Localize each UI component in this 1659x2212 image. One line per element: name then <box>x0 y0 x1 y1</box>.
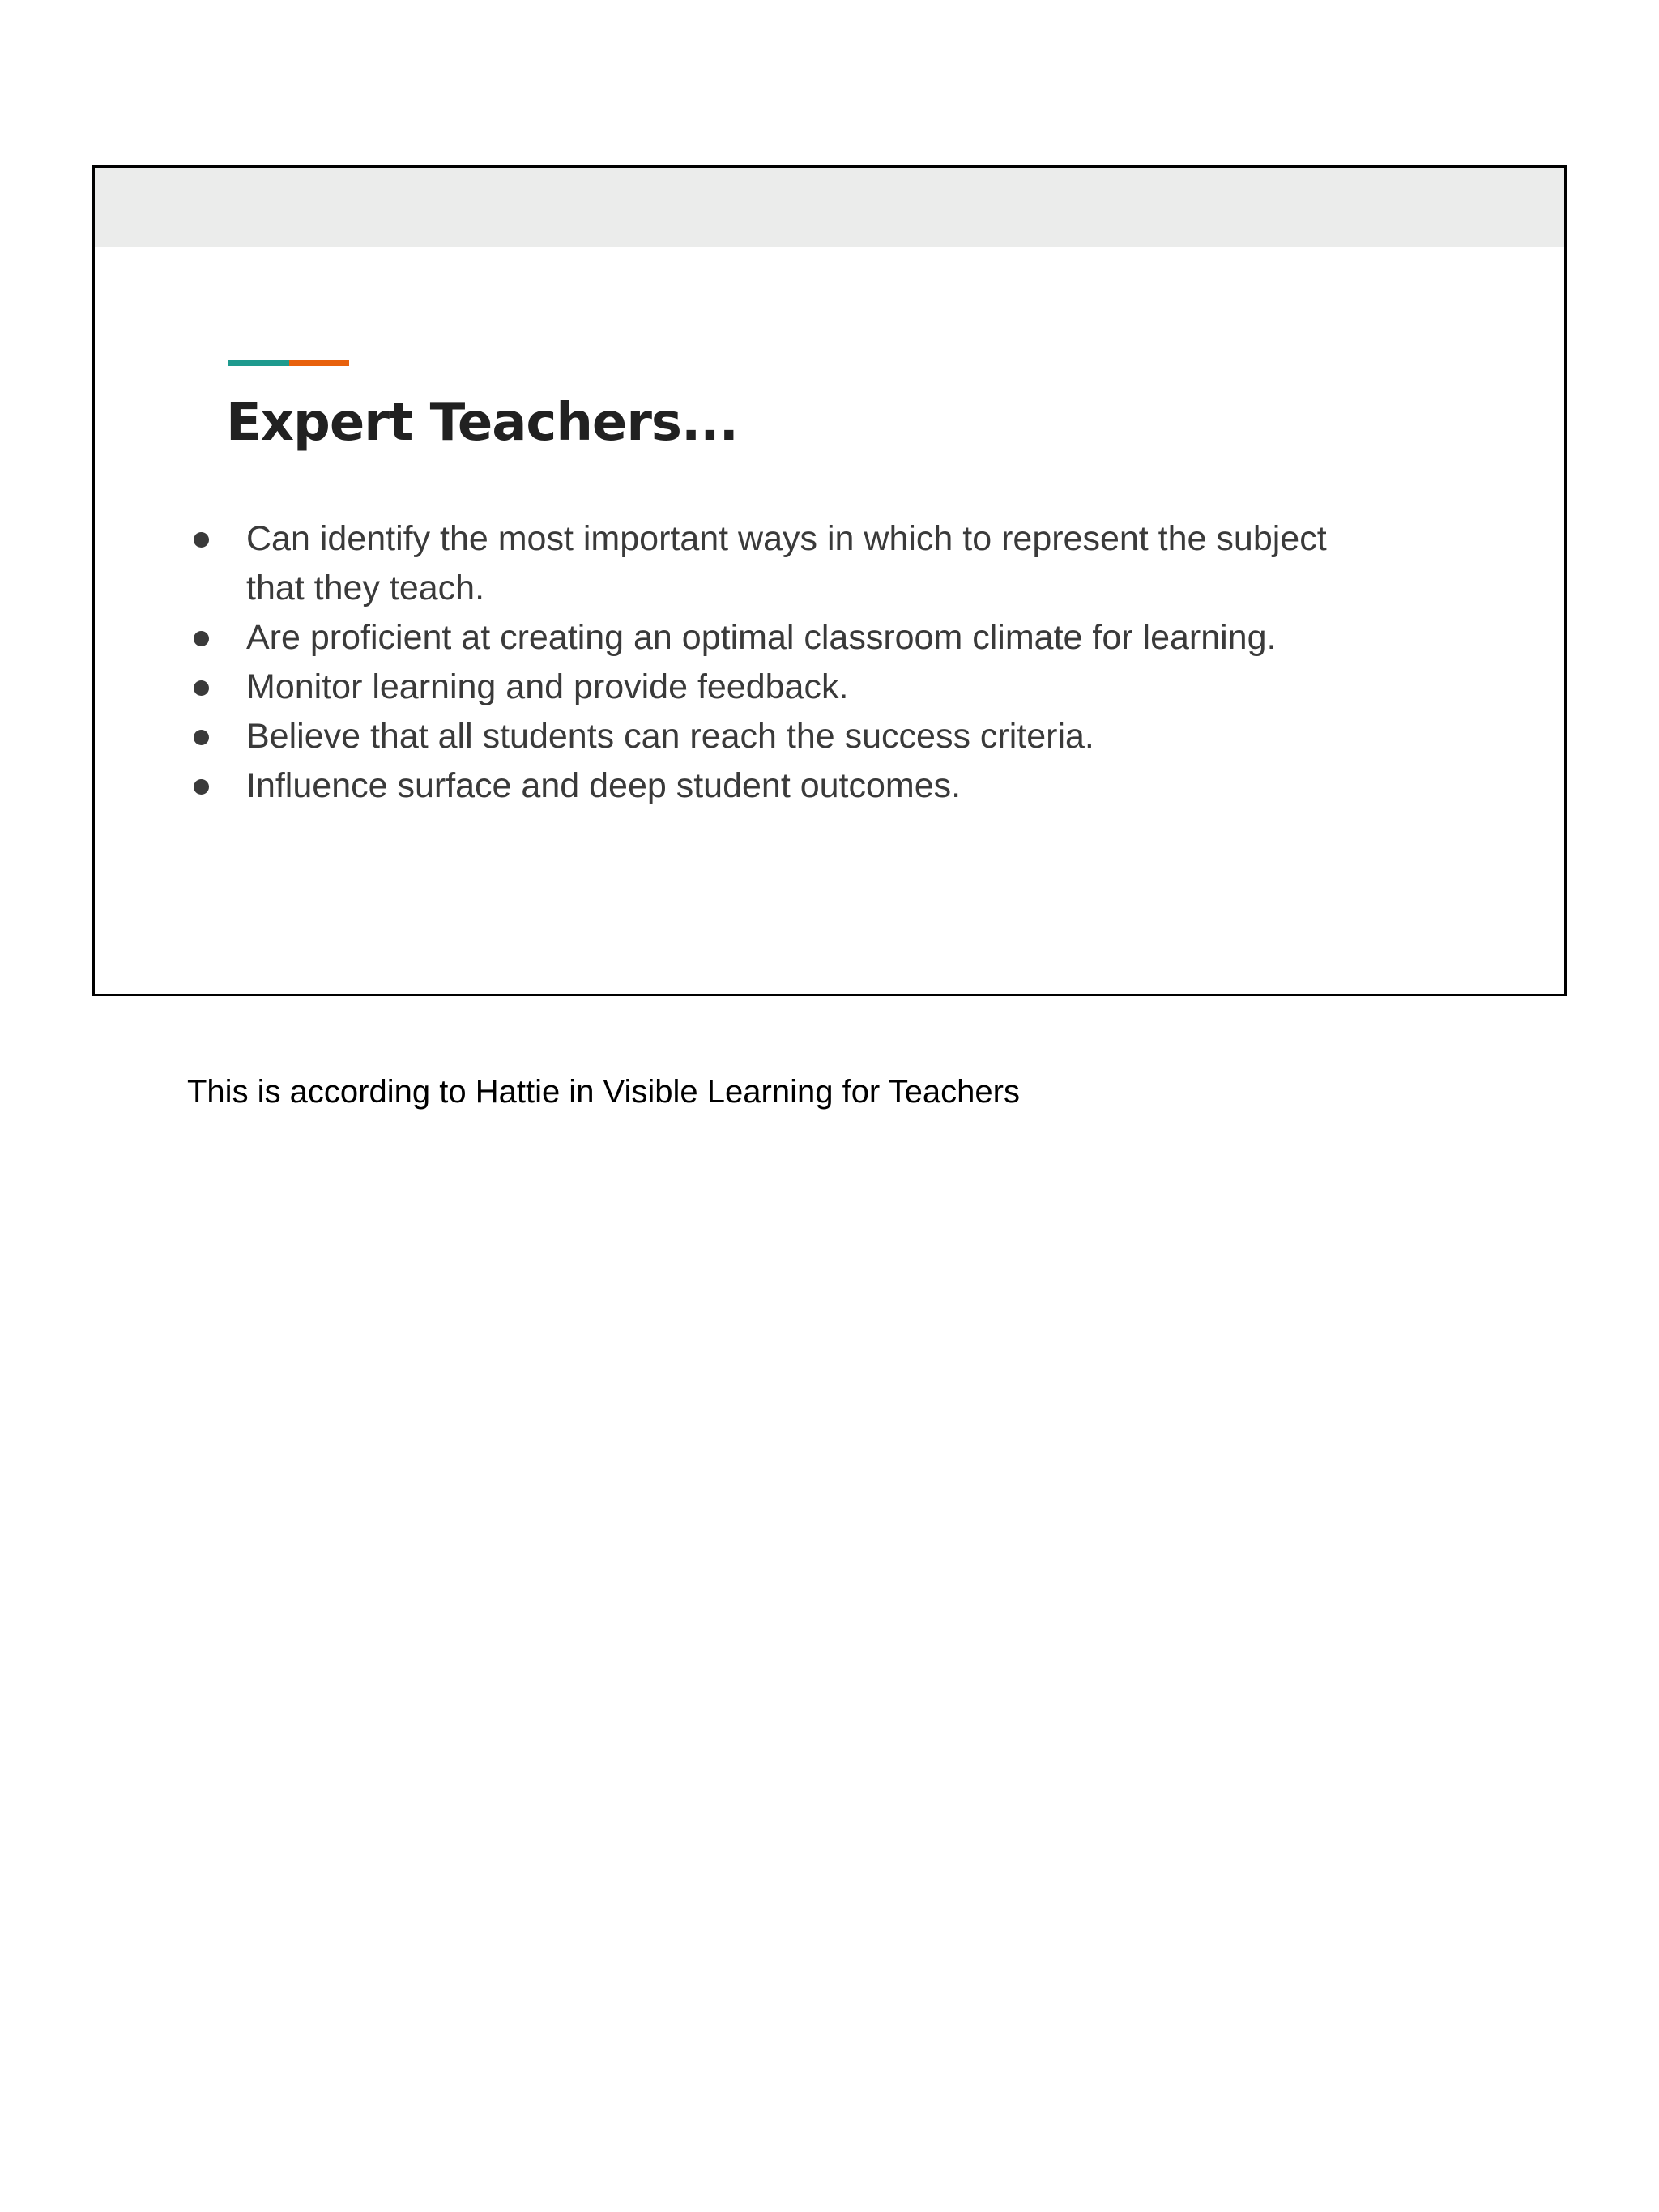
slide-title: Expert Teachers... <box>226 393 738 453</box>
bullet-text: Believe that all students can reach the success criteria. <box>246 717 1094 756</box>
bullet-text: Are proficient at creating an optimal classroom climate for learning. <box>246 618 1277 657</box>
bullet-item <box>95 613 1537 663</box>
bullet-list <box>241 514 1537 811</box>
speaker-notes-text: This is according to Hattie in Visible Learning for Teachers <box>187 1074 1020 1110</box>
bullet-dot-icon <box>194 730 209 745</box>
bullet-text: Influence surface and deep student outcomes. <box>246 766 962 805</box>
accent-teal-segment <box>228 360 289 366</box>
bullet-dot-icon <box>194 680 209 696</box>
bullet-item <box>95 712 1537 761</box>
bullet-text: Can identify the most important ways in which to represent the subject that they teach. <box>246 519 1327 607</box>
slide-header-band <box>95 168 1564 247</box>
title-accent-bar <box>228 360 349 366</box>
slide-thumbnail <box>92 165 1567 996</box>
bullet-dot-icon <box>194 532 209 548</box>
bullet-item <box>95 663 1537 712</box>
bullet-dot-icon <box>194 779 209 795</box>
bullet-dot-icon <box>194 631 209 646</box>
accent-orange-segment <box>289 360 349 366</box>
bullet-item <box>95 761 1537 811</box>
bullet-text: Monitor learning and provide feedback. <box>246 667 849 706</box>
bullet-item <box>95 514 1537 613</box>
